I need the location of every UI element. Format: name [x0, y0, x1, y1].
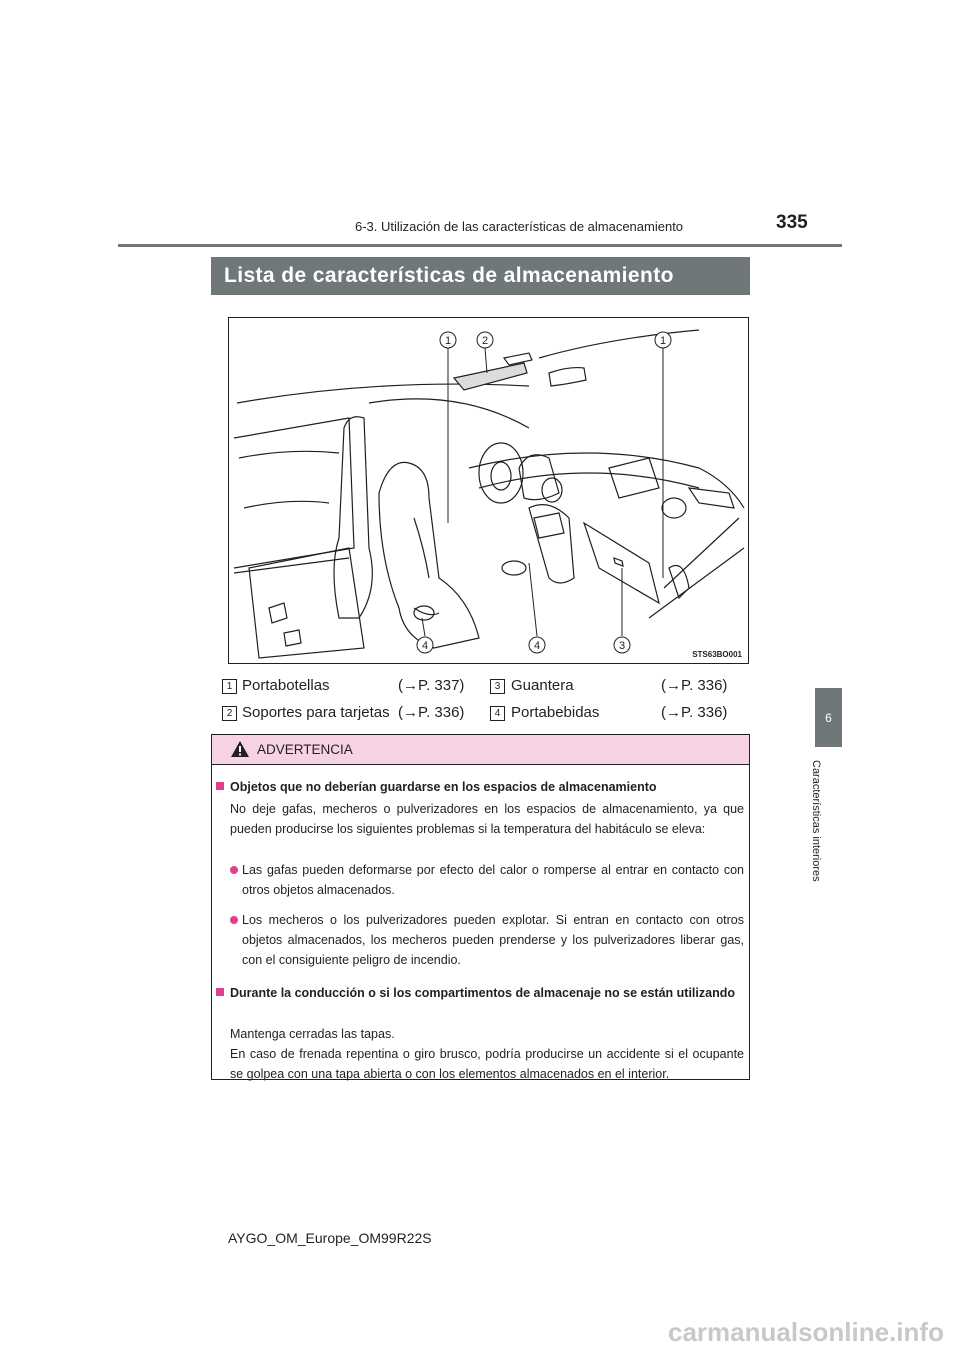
legend-item-1 [222, 677, 482, 697]
legend-item-3 [490, 677, 750, 697]
bullet-1-text: Las gafas pueden deformarse por efecto del calor o romperse al entrar en contacto con otros objetos almacenados. [242, 863, 744, 897]
legend-ref: (→P. 336) [661, 677, 728, 694]
warning-title: ADVERTENCIA [257, 742, 353, 757]
legend-label: Portabotellas [242, 677, 330, 694]
chapter-tab [815, 688, 842, 747]
section-2-heading-text: Durante la conducción o si los compartimentos de almacenaje no se están utilizando [230, 986, 735, 1000]
legend-num: 3 [490, 679, 505, 694]
warning-section-2-paragraph-1: Mantenga cerradas las tapas. [230, 1027, 395, 1041]
figure-code: STS63BO001 [692, 650, 742, 659]
bullet-2-text: Los mecheros o los pulverizadores pueden explotar. Si entran en contacto con otros objetos almacenados, los mecheros pueden prenderse y los pulverizadores liberar gas, con el consiguiente peligro de incendio. [242, 913, 744, 967]
warning-bullet-2 [230, 910, 744, 970]
section-title: Lista de características de almacenamiento [211, 257, 750, 295]
callout-4-right: 4 [533, 640, 541, 652]
square-bullet-icon [216, 988, 224, 996]
car-interior-drawing [229, 318, 748, 663]
section-1-heading-text: Objetos que no deberían guardarse en los espacios de almacenamiento [230, 780, 657, 794]
page-number: 335 [776, 212, 808, 233]
warning-section-1-heading [216, 777, 657, 797]
warning-section-2-paragraph-2: En caso de frenada repentina o giro brusco, podría producirse un accidente si el ocupante se golpea con una tapa abierta o con los elementos almacenados en el interior. [230, 1047, 744, 1081]
round-bullet-icon [230, 866, 238, 874]
legend-ref: (→P. 337) [398, 677, 465, 694]
header-rule [118, 244, 842, 247]
chapter-number: 6 [825, 710, 832, 725]
legend-ref: (→P. 336) [398, 704, 465, 721]
warning-triangle-icon [230, 740, 250, 758]
chapter-label-text: Características interiores [810, 760, 822, 882]
watermark: carmanualsonline.info [668, 1317, 944, 1347]
round-bullet-icon [230, 916, 238, 924]
legend-num: 2 [222, 706, 237, 721]
legend-label: Guantera [511, 677, 574, 694]
warning-header [212, 735, 749, 765]
legend-label: Portabebidas [511, 704, 600, 721]
warning-section-2-heading [216, 983, 743, 1003]
document-footer: AYGO_OM_Europe_OM99R22S [228, 1230, 432, 1246]
interior-illustration [228, 317, 749, 664]
warning-box [211, 734, 750, 1080]
callout-1-right: 1 [659, 335, 667, 347]
square-bullet-icon [216, 782, 224, 790]
legend-num: 1 [222, 679, 237, 694]
callout-4-left: 4 [421, 640, 429, 652]
legend-label: Soportes para tarjetas [242, 704, 390, 721]
legend-ref: (→P. 336) [661, 704, 728, 721]
legend-item-4 [490, 704, 750, 724]
callout-3: 3 [618, 640, 626, 652]
running-header-section: 6-3. Utilización de las características de almacenamiento [355, 219, 684, 234]
legend-item-2 [222, 704, 482, 724]
warning-section-1-paragraph: No deje gafas, mecheros o pulverizadores en los espacios de almacenamiento, ya que pueden producirse los siguientes problemas si la temperatura del habitáculo se eleva: [230, 802, 744, 836]
legend-num: 4 [490, 706, 505, 721]
warning-bullet-1 [230, 860, 744, 900]
callout-2: 2 [481, 335, 489, 347]
callout-1-left: 1 [444, 335, 452, 347]
